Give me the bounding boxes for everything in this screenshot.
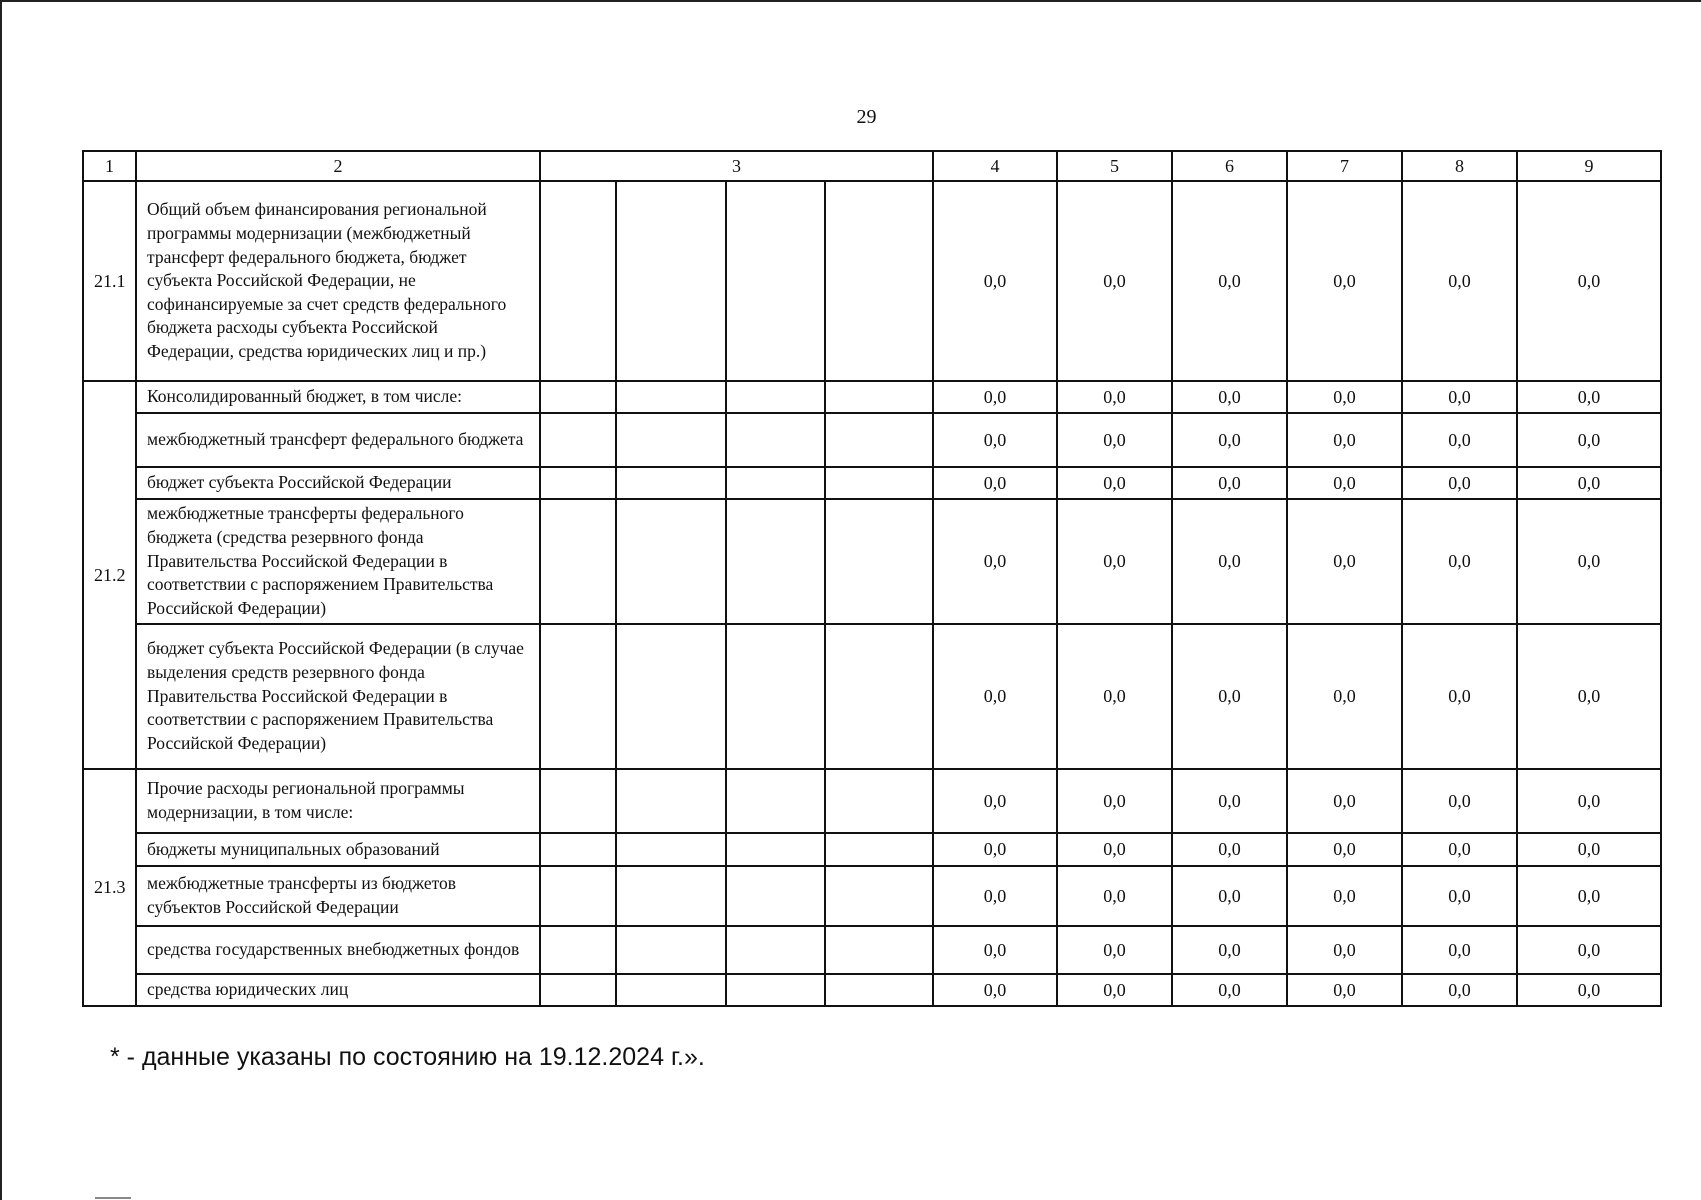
value-cell: 0,0	[1172, 381, 1287, 413]
empty-cell	[825, 381, 933, 413]
value-cell: 0,0	[1057, 467, 1172, 499]
empty-cell	[616, 181, 726, 381]
page-top-border	[0, 0, 1701, 2]
empty-cell	[616, 499, 726, 624]
value-cell: 0,0	[1402, 413, 1517, 467]
value-cell: 0,0	[1517, 769, 1661, 833]
value-cell: 0,0	[1287, 866, 1402, 926]
empty-cell	[726, 926, 825, 974]
empty-cell	[540, 624, 616, 769]
value-cell: 0,0	[1057, 833, 1172, 866]
empty-cell	[726, 866, 825, 926]
row-label: межбюджетный трансферт федерального бюджета	[136, 413, 540, 467]
empty-cell	[726, 467, 825, 499]
empty-cell	[825, 974, 933, 1006]
row-label: бюджет субъекта Российской Федерации	[136, 467, 540, 499]
empty-cell	[726, 381, 825, 413]
value-cell: 0,0	[1517, 413, 1661, 467]
value-cell: 0,0	[933, 181, 1057, 381]
value-cell: 0,0	[1517, 624, 1661, 769]
header-cell: 7	[1287, 151, 1402, 181]
row-label: межбюджетные трансферты из бюджетов субъектов Российской Федерации	[136, 866, 540, 926]
value-cell: 0,0	[933, 926, 1057, 974]
table-row	[83, 624, 1661, 769]
table-row	[83, 833, 1661, 866]
table-row	[83, 926, 1661, 974]
header-cell: 2	[136, 151, 540, 181]
value-cell: 0,0	[1172, 467, 1287, 499]
value-cell: 0,0	[1517, 181, 1661, 381]
empty-cell	[616, 866, 726, 926]
value-cell: 0,0	[1057, 624, 1172, 769]
empty-cell	[540, 974, 616, 1006]
value-cell: 0,0	[1057, 769, 1172, 833]
value-cell: 0,0	[1172, 926, 1287, 974]
empty-cell	[616, 769, 726, 833]
table-row	[83, 413, 1661, 467]
footnote: * - данные указаны по состоянию на 19.12.2024 г.».	[110, 1043, 705, 1071]
value-cell: 0,0	[933, 974, 1057, 1006]
empty-cell	[616, 624, 726, 769]
value-cell: 0,0	[933, 499, 1057, 624]
value-cell: 0,0	[933, 624, 1057, 769]
value-cell: 0,0	[933, 467, 1057, 499]
table-row	[83, 769, 1661, 833]
value-cell: 0,0	[1287, 926, 1402, 974]
page-left-border	[0, 0, 2, 1200]
empty-cell	[825, 624, 933, 769]
empty-cell	[540, 467, 616, 499]
table-row	[83, 467, 1661, 499]
value-cell: 0,0	[1402, 181, 1517, 381]
value-cell: 0,0	[1172, 413, 1287, 467]
value-cell: 0,0	[1057, 499, 1172, 624]
empty-cell	[540, 381, 616, 413]
value-cell: 0,0	[1057, 866, 1172, 926]
value-cell: 0,0	[1402, 467, 1517, 499]
empty-cell	[726, 413, 825, 467]
value-cell: 0,0	[1287, 181, 1402, 381]
value-cell: 0,0	[1287, 499, 1402, 624]
value-cell: 0,0	[1287, 467, 1402, 499]
row-label: бюджеты муниципальных образований	[136, 833, 540, 866]
value-cell: 0,0	[1057, 413, 1172, 467]
value-cell: 0,0	[1057, 926, 1172, 974]
value-cell: 0,0	[1402, 866, 1517, 926]
empty-cell	[540, 181, 616, 381]
value-cell: 0,0	[1172, 769, 1287, 833]
section-code: 21.1	[83, 181, 136, 381]
value-cell: 0,0	[933, 866, 1057, 926]
empty-cell	[726, 181, 825, 381]
value-cell: 0,0	[1517, 499, 1661, 624]
empty-cell	[825, 926, 933, 974]
value-cell: 0,0	[1172, 181, 1287, 381]
value-cell: 0,0	[1057, 974, 1172, 1006]
empty-cell	[825, 866, 933, 926]
row-label: средства государственных внебюджетных фондов	[136, 926, 540, 974]
row-label: межбюджетные трансферты федерального бюджета (средства резервного фонда Правительства Российской Федерации в соответствии с распоряжением Правительства Российской Федерации)	[136, 499, 540, 624]
value-cell: 0,0	[1172, 624, 1287, 769]
financing-table	[82, 150, 1662, 1007]
empty-cell	[726, 499, 825, 624]
empty-cell	[825, 499, 933, 624]
value-cell: 0,0	[1402, 624, 1517, 769]
empty-cell	[616, 974, 726, 1006]
header-cell: 6	[1172, 151, 1287, 181]
empty-cell	[616, 833, 726, 866]
value-cell: 0,0	[1402, 381, 1517, 413]
value-cell: 0,0	[1057, 381, 1172, 413]
header-cell: 9	[1517, 151, 1661, 181]
empty-cell	[726, 974, 825, 1006]
value-cell: 0,0	[1287, 974, 1402, 1006]
row-label: Прочие расходы региональной программы модернизации, в том числе:	[136, 769, 540, 833]
empty-cell	[540, 866, 616, 926]
value-cell: 0,0	[933, 413, 1057, 467]
value-cell: 0,0	[1402, 769, 1517, 833]
value-cell: 0,0	[1517, 974, 1661, 1006]
value-cell: 0,0	[1172, 974, 1287, 1006]
value-cell: 0,0	[1057, 181, 1172, 381]
value-cell: 0,0	[1517, 866, 1661, 926]
header-cell: 3	[540, 151, 933, 181]
empty-cell	[825, 413, 933, 467]
empty-cell	[540, 926, 616, 974]
table-row	[83, 381, 1661, 413]
value-cell: 0,0	[1287, 769, 1402, 833]
header-row	[83, 151, 1661, 181]
empty-cell	[616, 926, 726, 974]
header-cell: 5	[1057, 151, 1172, 181]
header-cell: 8	[1402, 151, 1517, 181]
table-row	[83, 974, 1661, 1006]
row-label: средства юридических лиц	[136, 974, 540, 1006]
table-row	[83, 499, 1661, 624]
value-cell: 0,0	[1172, 833, 1287, 866]
empty-cell	[540, 499, 616, 624]
empty-cell	[825, 769, 933, 833]
empty-cell	[825, 181, 933, 381]
empty-cell	[726, 624, 825, 769]
empty-cell	[540, 413, 616, 467]
value-cell: 0,0	[1517, 833, 1661, 866]
value-cell: 0,0	[933, 833, 1057, 866]
empty-cell	[540, 769, 616, 833]
section-code: 21.2	[83, 381, 136, 769]
empty-cell	[825, 833, 933, 866]
value-cell: 0,0	[933, 381, 1057, 413]
header-cell: 4	[933, 151, 1057, 181]
value-cell: 0,0	[1287, 624, 1402, 769]
table-row	[83, 181, 1661, 381]
page-number: 29	[856, 106, 877, 128]
row-label: Общий объем финансирования региональной программы модернизации (межбюджетный трансферт федерального бюджета, бюджет субъекта Российской Федерации, не софинансируемые за счет средств федерального бюджета расходы субъекта Российской Федерации, средства юридических лиц и пр.)	[136, 181, 540, 381]
row-label: бюджет субъекта Российской Федерации (в случае выделения средств резервного фонда Правительства Российской Федерации в соответствии с распоряжением Правительства Российской Федерации)	[136, 624, 540, 769]
value-cell: 0,0	[1402, 974, 1517, 1006]
empty-cell	[616, 381, 726, 413]
value-cell: 0,0	[1517, 467, 1661, 499]
empty-cell	[825, 467, 933, 499]
empty-cell	[540, 833, 616, 866]
value-cell: 0,0	[1517, 381, 1661, 413]
header-cell: 1	[83, 151, 136, 181]
value-cell: 0,0	[1172, 866, 1287, 926]
empty-cell	[616, 467, 726, 499]
value-cell: 0,0	[1287, 833, 1402, 866]
value-cell: 0,0	[1287, 381, 1402, 413]
value-cell: 0,0	[1402, 926, 1517, 974]
empty-cell	[726, 833, 825, 866]
table-body	[83, 181, 1661, 1006]
value-cell: 0,0	[1287, 413, 1402, 467]
empty-cell	[726, 769, 825, 833]
value-cell: 0,0	[1402, 499, 1517, 624]
value-cell: 0,0	[1172, 499, 1287, 624]
empty-cell	[616, 413, 726, 467]
value-cell: 0,0	[1402, 833, 1517, 866]
value-cell: 0,0	[1517, 926, 1661, 974]
row-label: Консолидированный бюджет, в том числе:	[136, 381, 540, 413]
value-cell: 0,0	[933, 769, 1057, 833]
scan-mark	[95, 1197, 131, 1199]
section-code: 21.3	[83, 769, 136, 1006]
table-row	[83, 866, 1661, 926]
